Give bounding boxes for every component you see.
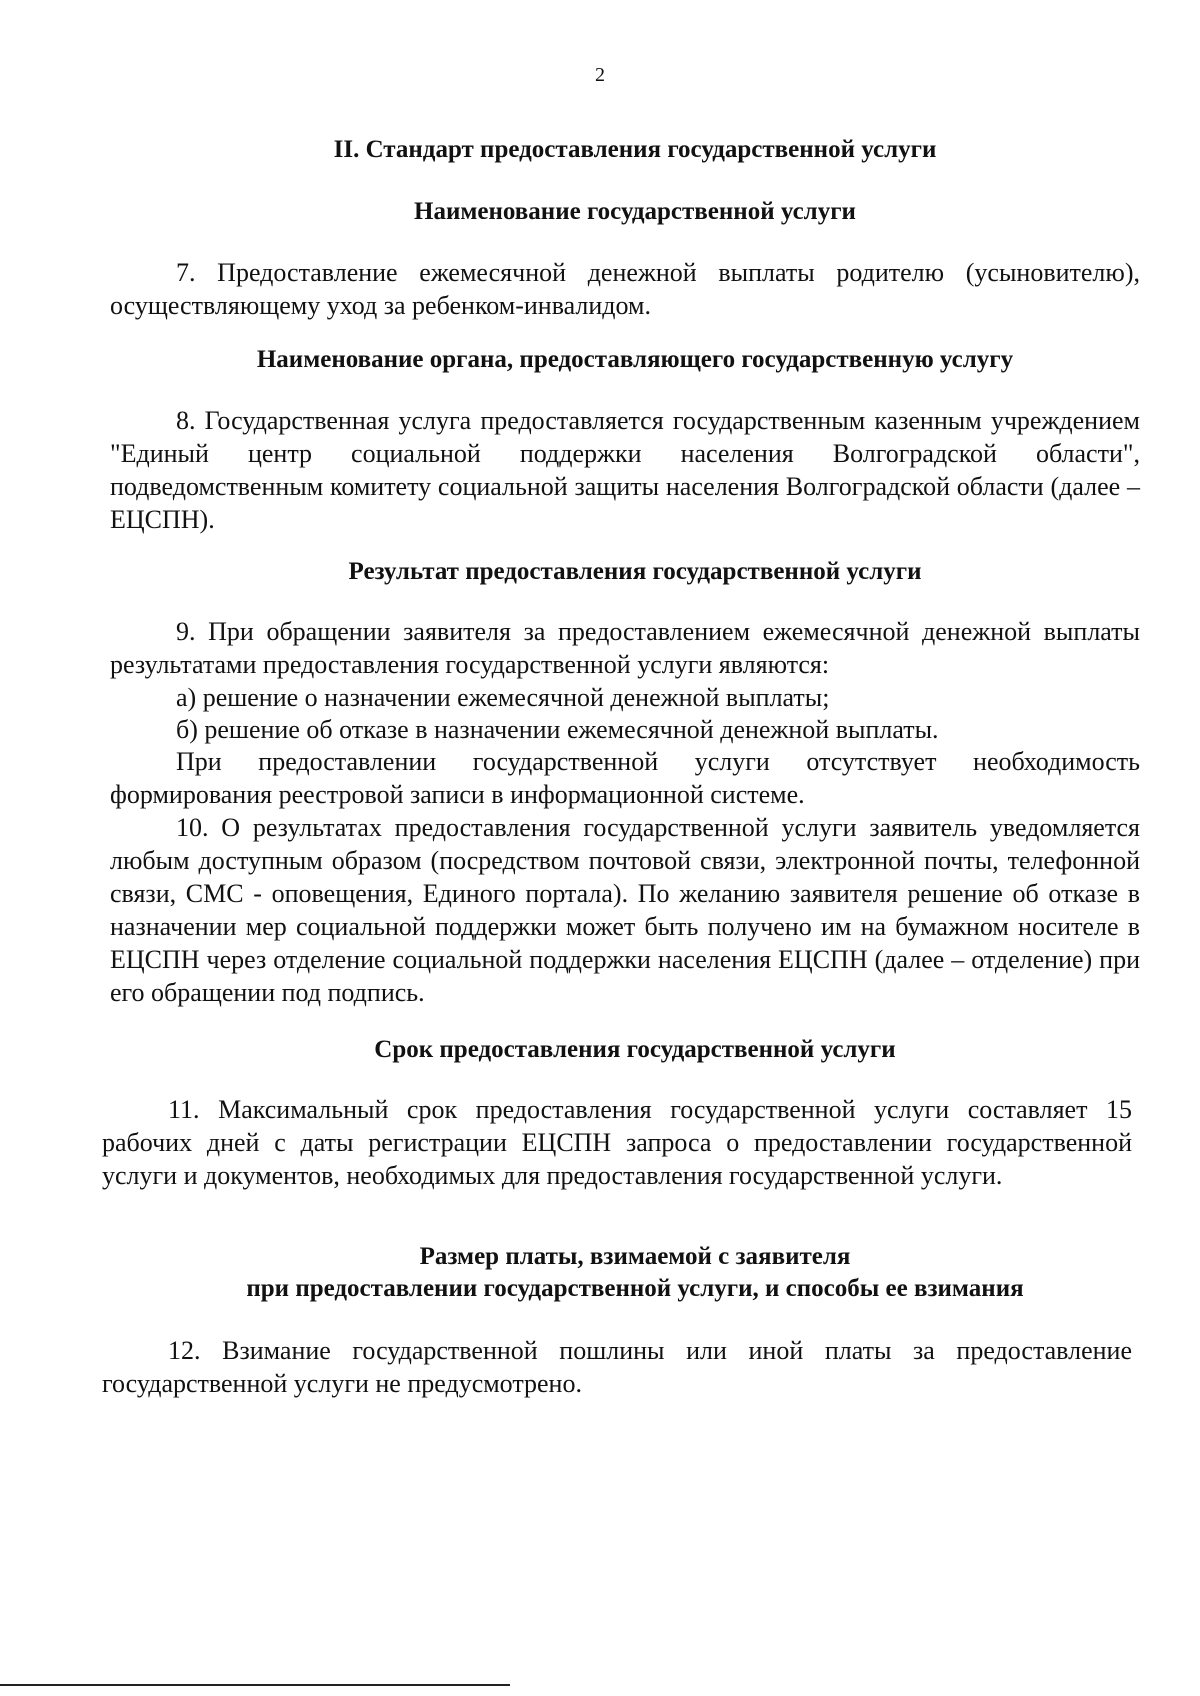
paragraph-9b: б) решение об отказе в назначении ежемесячной денежной выплаты. [176,715,939,744]
paragraph-9: 9. При обращении заявителя за предоставлением ежемесячной денежной выплаты результатами предоставления государственной услуги являются: [110,617,1140,679]
paragraph-11: 11. Максимальный срок предоставления государственной услуги составляет 15 рабочих дней с даты регистрации ЕЦСПН запроса о предоставлении государственной услуги и документов, необходимых для предоставления государственной услуги. [102,1095,1132,1190]
heading-fee-line-2: при предоставлении государственной услуги, и способы ее взимания [246,1275,1024,1302]
paragraph-9c: При предоставлении государственной услуги отсутствует необходимость формирования реестровой записи в информационной системе. [110,747,1140,809]
paragraph-9a: а) решение о назначении ежемесячной денежной выплаты; [176,683,830,712]
heading-authority-name: Наименование органа, предоставляющего государственную услугу [256,346,1014,373]
page-number: 2 [595,64,605,86]
paragraph-10: 10. О результатах предоставления государственной услуги заявитель уведомляется любым доступным образом (посредством почтовой связи, электронной почты, телефонной связи, СМС - оповещения, Единого портала). По желанию заявителя решение об отказе в назначении мер социальной поддержки может быть получено им на бумажном носителе в ЕЦСПН через отделение социальной поддержки населения ЕЦСПН (далее – отделение) при его обращении под подпись. [110,813,1140,1007]
heading-term: Срок предоставления государственной услуги [374,1036,896,1063]
paragraph-7: 7. Предоставление ежемесячной денежной выплаты родителю (усыновителю), осуществляющему уход за ребенком-инвалидом. [110,258,1140,320]
paragraph-12: 12. Взимание государственной пошлины или иной платы за предоставление государственной услуги не предусмотрено. [102,1336,1132,1398]
bottom-rule [0,1684,510,1686]
paragraph-8: 8. Государственная услуга предоставляется государственным казенным учреждением "Единый центр социальной поддержки населения Волгоградской области", подведомственным комитету социальной защиты населения Волгоградской области (далее – ЕЦСПН). [110,406,1140,534]
section-title: II. Стандарт предоставления государственной услуги [333,136,937,163]
heading-service-name: Наименование государственной услуги [414,198,856,225]
heading-fee-line-1: Размер платы, взимаемой с заявителя [419,1243,851,1270]
heading-result: Результат предоставления государственной услуги [348,558,922,585]
